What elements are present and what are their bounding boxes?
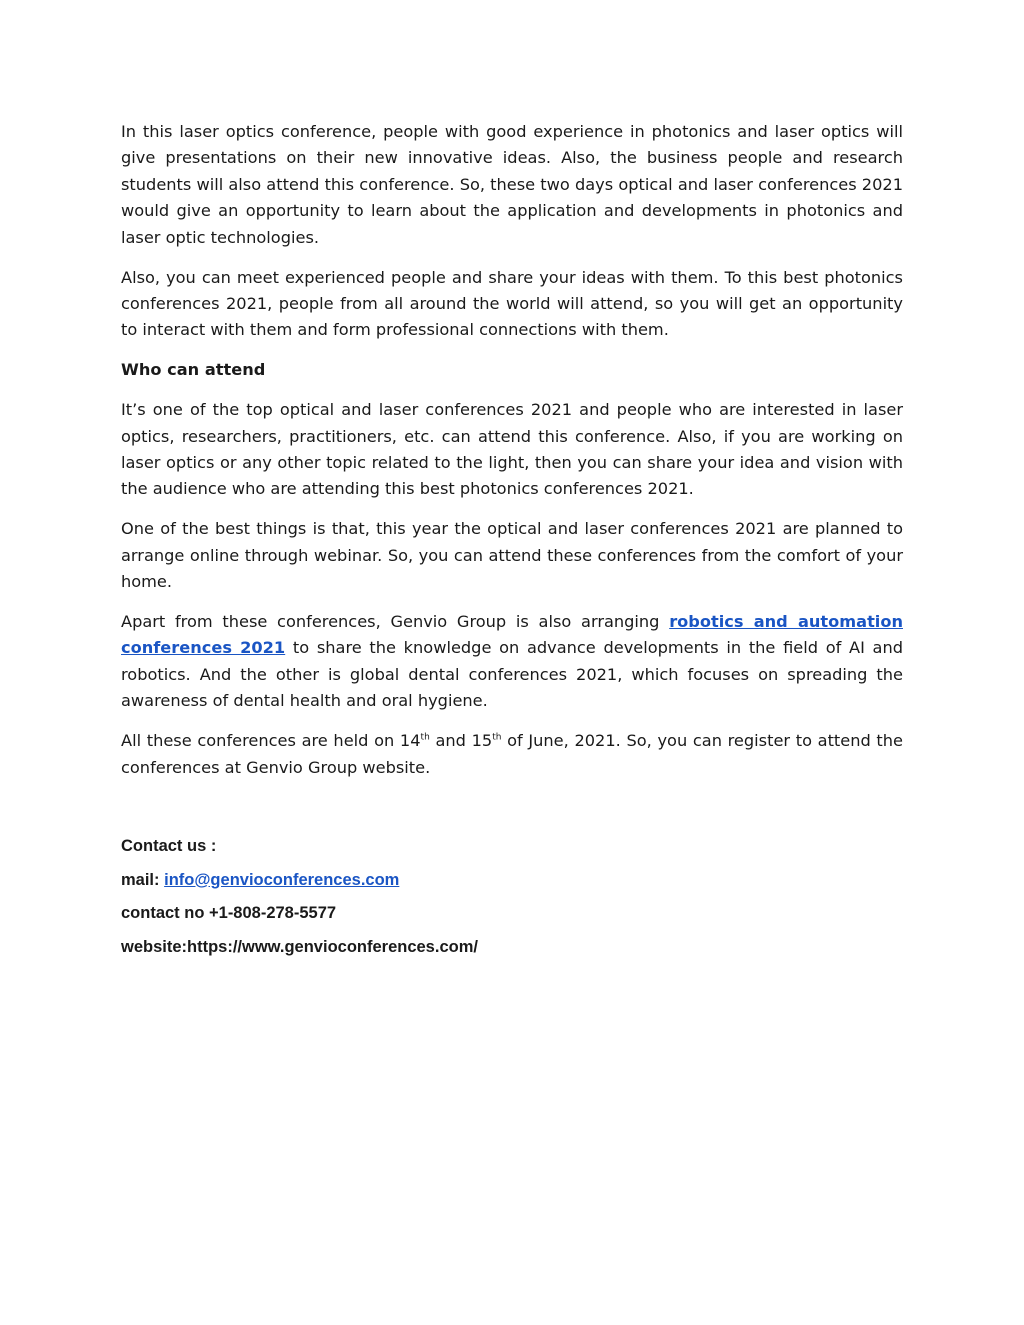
document-body <box>121 119 903 794</box>
robotics-conference-link[interactable]: robotics and automation conferences 2021 <box>121 612 903 658</box>
paragraph-text: All these conferences are held on 14 <box>121 731 421 751</box>
contact-phone: contact no +1-808-278-5577 <box>121 904 337 922</box>
email-link[interactable]: info@genvioconferences.com <box>164 870 400 889</box>
mail-label: mail: <box>121 870 165 889</box>
paragraph-meet-people: Also, you can meet experienced people and share your ideas with them. To this best photonics conferences 2021, people from all around the world will attend, so you will get an opportunity to interact with them and form professional connections with them. <box>121 267 903 340</box>
paragraph-other-conferences <box>121 609 903 715</box>
contact-section <box>121 833 478 967</box>
paragraph-text: and 15 <box>429 731 493 751</box>
contact-title: Contact us : <box>121 837 217 855</box>
paragraph-who-can-attend: It’s one of the top optical and laser conferences 2021 and people who are interested in laser optics, researchers, practitioners, etc. can attend this conference. Also, if you are working on laser optics or any other topic related to the light, then you can share your idea and vision with the audience who are attending this best photonics conferences 2021. <box>121 400 903 499</box>
ordinal-suffix: th <box>492 732 502 743</box>
paragraph-intro: In this laser optics conference, people with good experience in photonics and laser optics will give presentations on their new innovative ideas. Also, the business people and research students will also attend this conference. So, these two days optical and laser conferences 2021 would give an opportunity to learn about the application and developments in photonics and laser optic technologies. <box>121 122 903 247</box>
contact-website: website:https://www.genvioconferences.com/ <box>121 937 478 956</box>
paragraph-online-webinar: One of the best things is that, this year the optical and laser conferences 2021 are planned to arrange online through webinar. So, you can attend these conferences from the comfort of your home. <box>121 519 903 592</box>
paragraph-text: to share the knowledge on advance developments in the field of AI and robotics. And the other is global dental conferences 2021, which focuses on spreading the awareness of dental health and oral hygiene. <box>121 638 903 711</box>
contact-mail-line <box>121 867 478 901</box>
paragraph-dates <box>121 728 903 781</box>
paragraph-text: Apart from these conferences, Genvio Group is also arranging <box>121 612 670 631</box>
ordinal-suffix: th <box>420 732 430 743</box>
paragraph-text: of June, 2021. So, you can register to attend the conferences at Genvio Group website. <box>121 731 904 777</box>
section-heading: Who can attend <box>121 360 266 380</box>
